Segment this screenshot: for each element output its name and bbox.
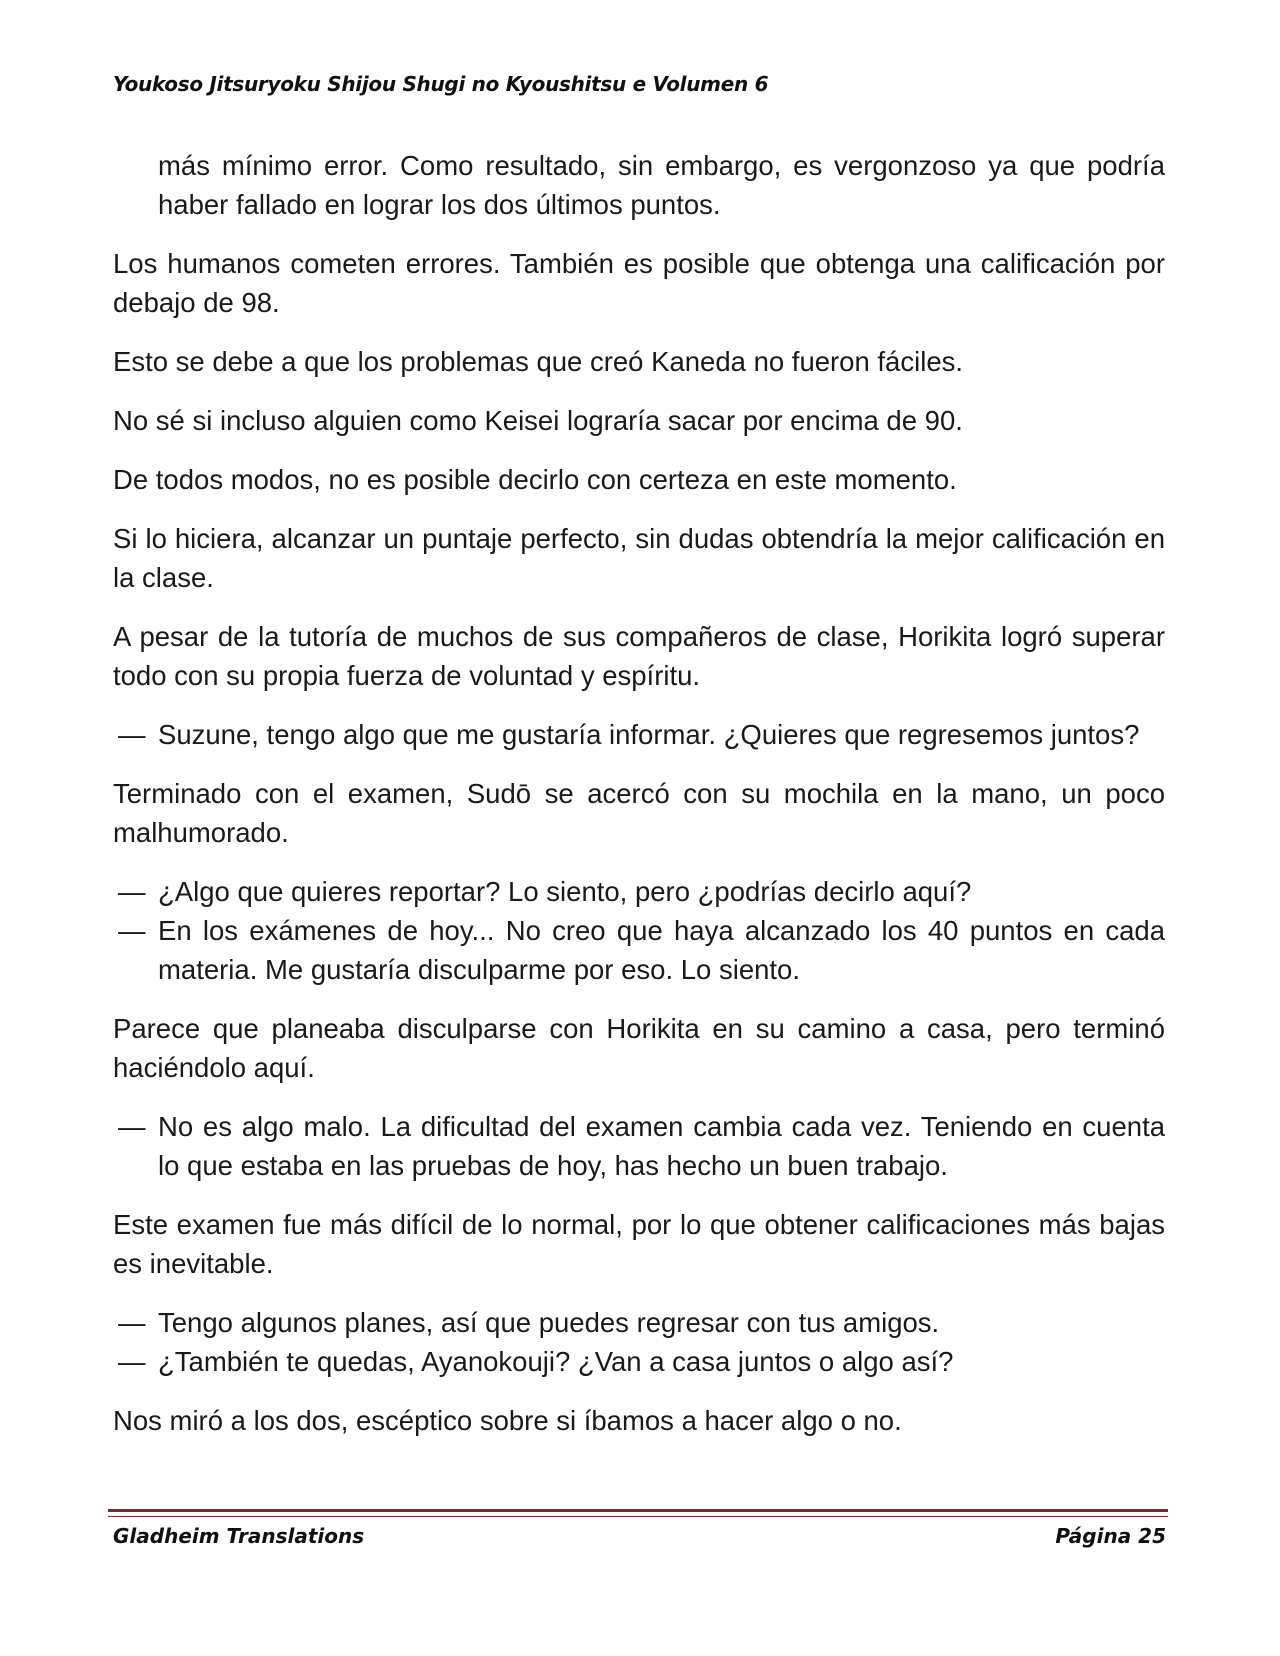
paragraph: Esto se debe a que los problemas que creó Kaneda no fueron fáciles. [113,346,964,377]
paragraph: más mínimo error. Como resultado, sin embargo, es vergonzoso ya que podría haber fallado en lograr los dos últimos puntos. [158,150,1165,220]
dialogue-group [113,1107,1165,1185]
dialogue-dash: — [118,1111,146,1142]
dialogue-dash: — [118,719,146,750]
paragraph: Este examen fue más difícil de lo normal, por lo que obtener calificaciones más bajas es inevitable. [113,1209,1165,1279]
dialogue-text: Suzune, tengo algo que me gustaría informar. ¿Quieres que regresemos juntos? [158,719,1140,750]
footer-rule [108,1509,1168,1512]
dialogue-dash: — [118,915,146,946]
dialogue-line [113,1107,1165,1185]
dialogue-text: ¿También te quedas, Ayanokouji? ¿Van a casa juntos o algo así? [158,1346,954,1377]
dialogue-text: Tengo algunos planes, así que puedes regresar con tus amigos. [158,1307,940,1338]
dialogue-group [113,1303,1165,1381]
dialogue-line [113,872,1165,911]
footer-credit: Gladheim Translations [113,1524,365,1548]
paragraph: De todos modos, no es posible decirlo con certeza en este momento. [113,464,957,495]
dialogue-dash: — [118,1346,146,1377]
dialogue-text: En los exámenes de hoy... No creo que haya alcanzado los 40 puntos en cada materia. Me gustaría disculparme por eso. Lo siento. [158,915,1165,985]
paragraph: Si lo hiciera, alcanzar un puntaje perfecto, sin dudas obtendría la mejor calificación en la clase. [113,523,1165,593]
dialogue-line [113,1342,1165,1381]
dialogue-line [113,1303,1165,1342]
dialogue-line [113,911,1165,989]
paragraph: No sé si incluso alguien como Keisei lograría sacar por encima de 90. [113,405,963,436]
dialogue-text: No es algo malo. La dificultad del examen cambia cada vez. Teniendo en cuenta lo que estaba en las pruebas de hoy, has hecho un buen trabajo. [158,1111,1165,1181]
document-body [113,146,1165,1460]
paragraph: A pesar de la tutoría de muchos de sus compañeros de clase, Horikita logró superar todo con su propia fuerza de voluntad y espíritu. [113,621,1165,691]
paragraph: Nos miró a los dos, escéptico sobre si íbamos a hacer algo o no. [113,1405,902,1436]
dialogue-line [113,715,1165,754]
page-number: Página 25 [1055,1524,1166,1548]
dialogue-dash: — [118,1307,146,1338]
footer-rule-thin [108,1516,1168,1517]
paragraph: Parece que planeaba disculparse con Horikita en su camino a casa, pero terminó haciéndolo aquí. [113,1013,1165,1083]
dialogue-group [113,715,1165,754]
header-title: Youkoso Jitsuryoku Shijou Shugi no Kyoushitsu e Volumen 6 [113,72,769,96]
dialogue-group [113,872,1165,989]
dialogue-dash: — [118,876,146,907]
paragraph: Los humanos cometen errores. También es posible que obtenga una calificación por debajo de 98. [113,248,1165,318]
paragraph: Terminado con el examen, Sudō se acercó con su mochila en la mano, un poco malhumorado. [113,778,1165,848]
dialogue-text: ¿Algo que quieres reportar? Lo siento, pero ¿podrías decirlo aquí? [158,876,972,907]
